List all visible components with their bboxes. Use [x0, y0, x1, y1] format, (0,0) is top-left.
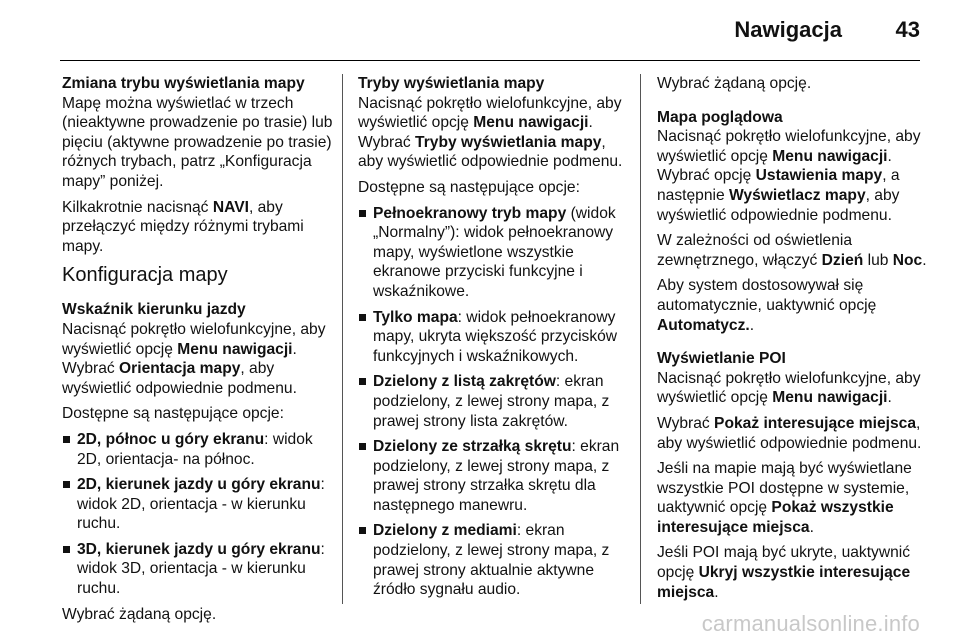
page-header	[0, 0, 960, 62]
paragraph: Dostępne są następujące opcje:	[62, 405, 284, 423]
heading-direction-indicator: Wskaźnik kierunku jazdy	[62, 301, 246, 319]
heading-map-mode-change: Zmiana trybu wyświetlania mapy	[62, 75, 305, 92]
column-2	[358, 74, 633, 606]
column-3	[657, 74, 927, 608]
paragraph: Jeśli POI mają być ukryte, uaktywnić opcję Ukryj wszystkie interesujące miejsca.	[657, 544, 911, 601]
list-item: 2D, północ u góry ekranu: widok 2D, orientacja- na północ.	[62, 430, 336, 469]
heading-poi-display: Wyświetlanie POI	[657, 350, 786, 368]
paragraph: Wybrać żądaną opcję.	[657, 75, 812, 92]
term: Menu nawigacji	[177, 340, 293, 358]
paragraph: Nacisnąć pokrętło wielofunkcyjne, aby wyświetlić opcję Menu nawigacji.	[657, 369, 921, 407]
column-divider-2	[640, 74, 641, 604]
term: Tryby wyświetlania mapy	[415, 133, 602, 151]
watermark: carmanualsonline.info	[701, 611, 920, 636]
term: NAVI	[212, 198, 249, 216]
orientation-options-list	[62, 430, 336, 599]
section-title: Konfiguracja mapy	[62, 264, 228, 287]
list-item: Dzielony ze strzałką skrętu: ekran podzielony, z lewej strony mapa, z prawej strony strzałka skrętu dla następnego manewru.	[358, 437, 633, 515]
display-mode-options-list	[358, 204, 633, 600]
paragraph: Nacisnąć pokrętło wielofunkcyjne, aby wyświetlić opcję Menu nawigacji. Wybrać opcję Ustawienia mapy, a następnie Wyświetlacz mapy, aby wyświetlić odpowiednie podmenu.	[657, 128, 921, 224]
paragraph: Mapę można wyświetlać w trzech (nieaktywne prowadzenie po trasie) lub pięciu (aktywne prowadzenie po trasie) różnych trybach, patrz „Konfiguracja mapy” poniżej.	[62, 94, 333, 190]
column-divider-1	[342, 74, 343, 604]
list-item: Pełnoekranowy tryb mapy (widok „Normalny”): widok pełnoekranowy mapy, wyświetlone wszystkie ekranowe przyciski funkcyjne i wskaźnikowe.	[358, 204, 633, 302]
heading-map-display-modes: Tryby wyświetlania mapy	[358, 75, 545, 92]
paragraph: W zależności od oświetlenia zewnętrznego, włączyć Dzień lub Noc.	[657, 232, 927, 269]
page-title: Nawigacja	[734, 17, 842, 42]
paragraph: Jeśli na mapie mają być wyświetlane wszystkie POI dostępne w systemie, uaktywnić opcję Pokaż wszystkie interesujące miejsca.	[657, 460, 912, 536]
term: Menu nawigacji	[473, 114, 589, 132]
header-rule	[60, 60, 920, 61]
page-number: 43	[895, 17, 920, 42]
term: Orientacja mapy	[119, 360, 241, 378]
paragraph: Dostępne są następujące opcje:	[358, 178, 580, 196]
column-1	[62, 74, 336, 630]
list-item: Dzielony z listą zakrętów: ekran podzielony, z lewej strony mapa, z prawej strony lista zakrętów.	[358, 372, 633, 431]
paragraph: Aby system dostosowywał się automatycznie, uaktywnić opcję Automatycz..	[657, 277, 877, 334]
list-item: 2D, kierunek jazdy u góry ekranu: widok 2D, orientacja - w kierunku ruchu.	[62, 475, 336, 534]
list-item: Dzielony z mediami: ekran podzielony, z lewej strony mapa, z prawej strony aktualnie aktywne źródło sygnału audio.	[358, 521, 633, 599]
heading-overview-map: Mapa poglądowa	[657, 108, 783, 126]
list-item: Tylko mapa: widok pełnoekranowy mapy, ukryta większość przycisków funkcyjnych i wskaźnikowych.	[358, 308, 633, 367]
paragraph: Nacisnąć pokrętło wielofunkcyjne, aby wyświetlić opcję Menu nawigacji. Wybrać Orientacja mapy, aby wyświetlić odpowiednie podmenu.	[62, 320, 326, 397]
paragraph: Wybrać żądaną opcję.	[62, 605, 217, 623]
paragraph: Nacisnąć pokrętło wielofunkcyjne, aby wyświetlić opcję Menu nawigacji. Wybrać Tryby wyświetlania mapy, aby wyświetlić odpowiednie podmenu.	[358, 94, 623, 171]
paragraph: Wybrać Pokaż interesujące miejsca, aby wyświetlić odpowiednie podmenu.	[657, 414, 922, 452]
list-item: 3D, kierunek jazdy u góry ekranu: widok 3D, orientacja - w kierunku ruchu.	[62, 540, 336, 599]
paragraph: Kilkakrotnie nacisnąć NAVI, aby przełączyć między różnymi trybami mapy.	[62, 198, 304, 255]
